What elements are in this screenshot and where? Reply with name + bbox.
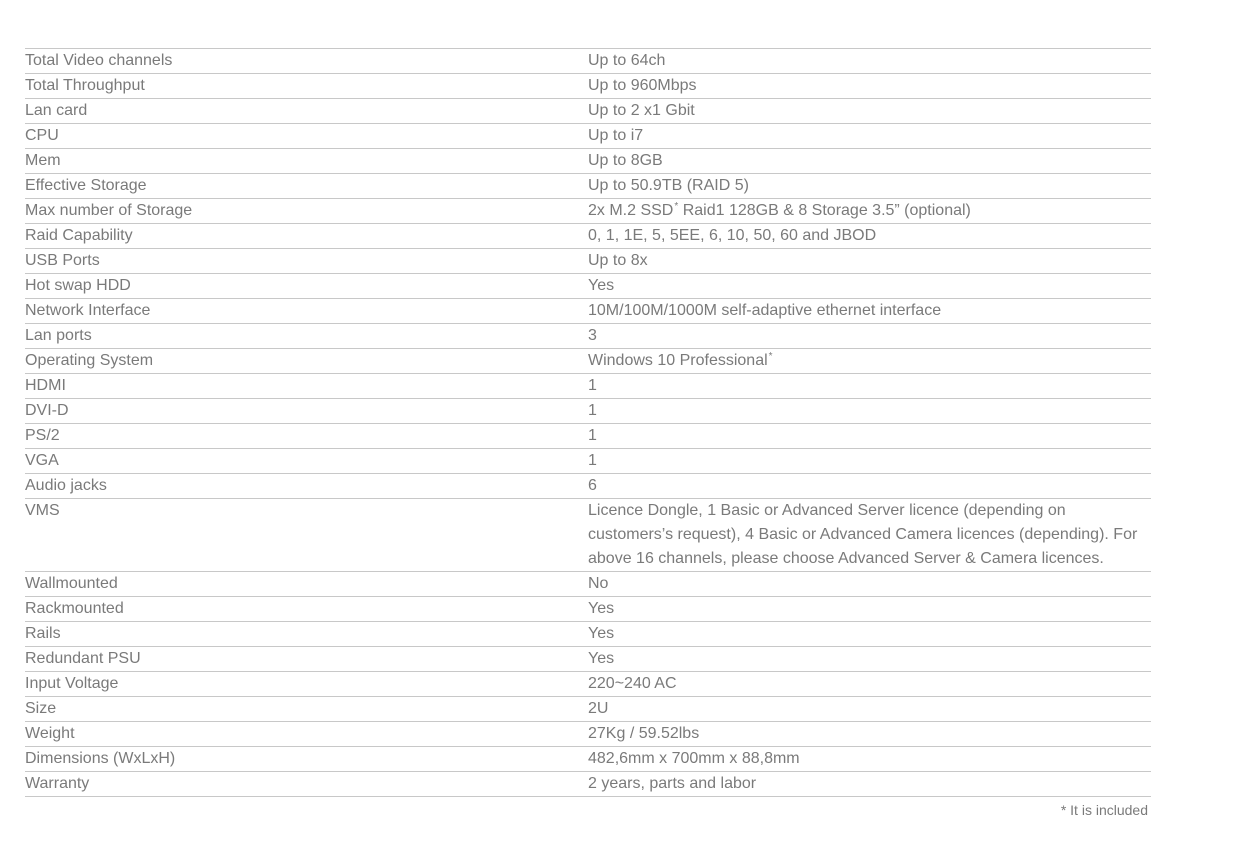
spec-label: DVI-D: [25, 402, 69, 419]
spec-value: No: [588, 575, 609, 592]
spec-label: Size: [25, 700, 57, 717]
spec-value: Up to 960Mbps: [588, 77, 697, 94]
spec-row: [25, 672, 1151, 697]
spec-label: Input Voltage: [25, 675, 119, 692]
spec-label: Weight: [25, 725, 75, 742]
spec-row: [25, 499, 1151, 572]
spec-row: [25, 374, 1151, 399]
spec-row: [25, 697, 1151, 722]
spec-row: [25, 424, 1151, 449]
spec-row: [25, 349, 1151, 374]
spec-value-text: Windows 10 Professional: [588, 352, 768, 369]
spec-row: [25, 622, 1151, 647]
spec-value: 2 years, parts and labor: [588, 775, 757, 792]
spec-row: [25, 174, 1151, 199]
spec-row: [25, 474, 1151, 499]
spec-label: USB Ports: [25, 252, 100, 269]
spec-label: Total Throughput: [25, 77, 145, 94]
spec-label: Network Interface: [25, 302, 151, 319]
footnote-mark: *: [674, 200, 679, 212]
spec-value: Yes: [588, 625, 615, 642]
spec-table: [25, 48, 1151, 797]
spec-value: 482,6mm x 700mm x 88,8mm: [588, 750, 800, 767]
spec-label: Raid Capability: [25, 227, 133, 244]
spec-row: [25, 399, 1151, 424]
spec-value: Yes: [588, 277, 615, 294]
spec-row: [25, 74, 1151, 99]
spec-value: 220~240 AC: [588, 675, 677, 692]
spec-value: 1: [588, 377, 597, 394]
spec-row: [25, 449, 1151, 474]
spec-label: Hot swap HDD: [25, 277, 131, 294]
spec-value: [588, 199, 1151, 223]
spec-value: Up to 8x: [588, 252, 648, 269]
footnote: * It is included: [1060, 802, 1148, 818]
spec-row: [25, 249, 1151, 274]
spec-value: Yes: [588, 600, 615, 617]
spec-value: Licence Dongle, 1 Basic or Advanced Server licence (depending on customers’s request), 4 Basic or Advanced Camera licences (depending). For above 16 channels, please choose Advanced Server & Camera licences.: [588, 502, 1138, 567]
spec-row: [25, 597, 1151, 622]
spec-row: [25, 647, 1151, 672]
spec-label: HDMI: [25, 377, 66, 394]
spec-row: [25, 124, 1151, 149]
spec-value: 10M/100M/1000M self-adaptive ethernet interface: [588, 302, 942, 319]
spec-label: Redundant PSU: [25, 650, 141, 667]
spec-label: VGA: [25, 452, 59, 469]
spec-row: [25, 99, 1151, 124]
spec-row: [25, 49, 1151, 74]
spec-value: Up to i7: [588, 127, 644, 144]
spec-label: Total Video channels: [25, 52, 173, 69]
spec-value: 1: [588, 452, 597, 469]
spec-label: Warranty: [25, 775, 90, 792]
spec-label: Operating System: [25, 352, 154, 369]
footnote-mark: *: [768, 350, 773, 362]
spec-row: [25, 149, 1151, 174]
spec-value: 6: [588, 477, 597, 494]
spec-value-text: 2x M.2 SSD: [588, 202, 674, 219]
spec-value: Up to 2 x1 Gbit: [588, 102, 695, 119]
spec-value: 1: [588, 427, 597, 444]
spec-value: Up to 8GB: [588, 152, 663, 169]
spec-label: VMS: [25, 502, 60, 519]
spec-row: [25, 199, 1151, 224]
spec-label: CPU: [25, 127, 59, 144]
spec-row: [25, 772, 1151, 797]
spec-row: [25, 722, 1151, 747]
spec-label: Rails: [25, 625, 61, 642]
spec-value: Yes: [588, 650, 615, 667]
spec-value: 2U: [588, 700, 609, 717]
spec-value: 27Kg / 59.52lbs: [588, 725, 700, 742]
spec-value: 1: [588, 402, 597, 419]
spec-label: Dimensions (WxLxH): [25, 750, 176, 767]
spec-label: Max number of Storage: [25, 202, 193, 219]
spec-value: 0, 1, 1E, 5, 5EE, 6, 10, 50, 60 and JBOD: [588, 227, 877, 244]
spec-label: Effective Storage: [25, 177, 147, 194]
spec-label: Mem: [25, 152, 61, 169]
spec-value-text-after: Raid1 128GB & 8 Storage 3.5” (optional): [678, 202, 971, 219]
spec-label: PS/2: [25, 427, 60, 444]
spec-label: Audio jacks: [25, 477, 107, 494]
spec-row: [25, 747, 1151, 772]
spec-row: [25, 324, 1151, 349]
spec-label: Lan card: [25, 102, 88, 119]
spec-value: [588, 349, 1151, 373]
spec-row: [25, 224, 1151, 249]
spec-value: Up to 64ch: [588, 52, 666, 69]
spec-value: Up to 50.9TB (RAID 5): [588, 177, 749, 194]
spec-value: 3: [588, 327, 597, 344]
spec-label: Wallmounted: [25, 575, 118, 592]
spec-label: Rackmounted: [25, 600, 124, 617]
spec-label: Lan ports: [25, 327, 92, 344]
spec-row: [25, 572, 1151, 597]
spec-row: [25, 299, 1151, 324]
spec-row: [25, 274, 1151, 299]
